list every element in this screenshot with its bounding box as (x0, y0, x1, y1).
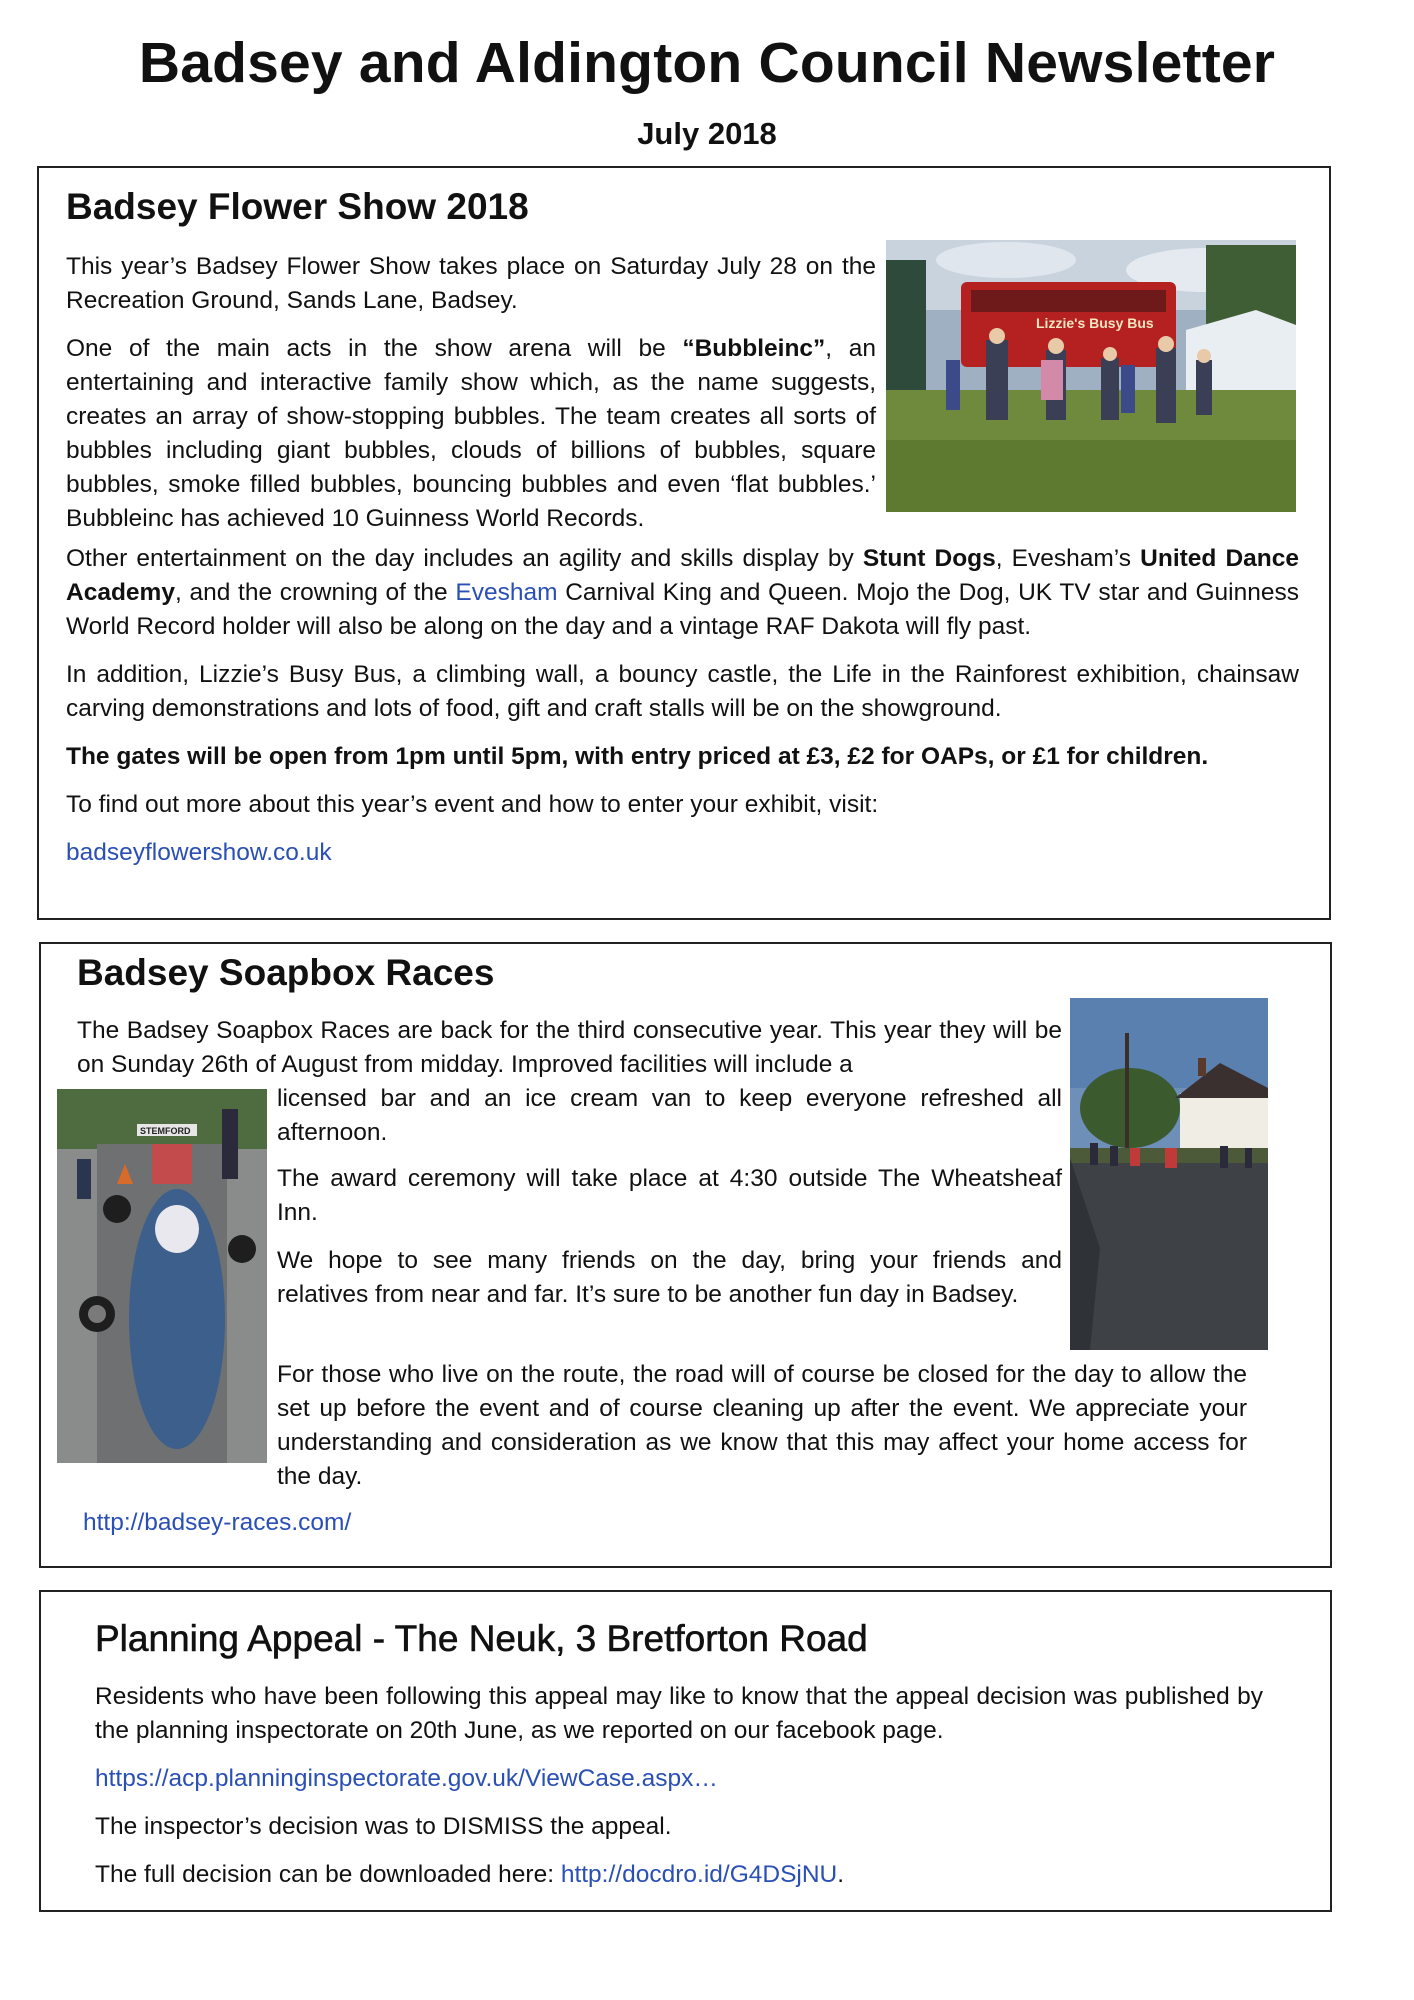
planning-appeal-para-3-end: . (837, 1861, 845, 1888)
bus-signage: Lizzie's Busy Bus (1036, 315, 1154, 331)
flower-show-para-4: In addition, Lizzie’s Busy Bus, a climbing wall, a bouncy castle, the Life in the Rainforest exhibition, chainsaw carving demonstrations and lots of food, gift and craft stalls will be on the showground. (66, 661, 1299, 722)
planning-appeal-section (39, 1590, 1332, 1912)
flower-show-para-2-text: One of the main acts in the show arena will be (66, 335, 683, 362)
soapbox-street-photo (1070, 998, 1268, 1350)
soapbox-para-3: We hope to see many friends on the day, bring your friends and relatives from near and far. It’s sure to be another fun day in Badsey. (277, 1247, 1062, 1308)
planning-inspectorate-link[interactable]: https://acp.planninginspectorate.gov.uk/ViewCase.aspx… (95, 1765, 718, 1792)
soapbox-para-2: The award ceremony will take place at 4:30 outside The Wheatsheaf Inn. (277, 1165, 1062, 1226)
photo-banner-text: STEMFORD (140, 1126, 191, 1136)
planning-appeal-para-3 (95, 1858, 1195, 1892)
flower-show-para-2-text-b: , an entertaining and interactive family show which, as the name suggests, creates an array of show-stopping bubbles. The team creates all sorts of bubbles including giant bubbles, clouds of billions of bubbles, square bubbles, smoke filled bubbles, bouncing bubbles and even ‘flat bubbles.’ Bubbleinc has achieved 10 Guinness World Records. (66, 335, 876, 532)
soapbox-para-1: The Badsey Soapbox Races are back for the third consecutive year. This year they will be on Sunday 26th of August from midday. Improved facilities will include a (77, 1017, 1062, 1078)
planning-appeal-para-1: Residents who have been following this appeal may like to know that the appeal decision was published by the planning inspectorate on 20th June, as we reported on our facebook page. (95, 1683, 1263, 1744)
planning-appeal-para-2: The inspector’s decision was to DISMISS the appeal. (95, 1813, 672, 1840)
decision-download-link[interactable]: http://docdro.id/G4DSjNU (560, 1861, 838, 1888)
flower-show-para-1: This year’s Badsey Flower Show takes place on Saturday July 28 on the Recreation Ground, Sands Lane, Badsey. (66, 253, 876, 314)
stunt-dogs-name: Stunt Dogs (862, 545, 996, 572)
planning-appeal-heading: Planning Appeal - The Neuk, 3 Bretforton Road (95, 1618, 868, 1659)
soapbox-heading: Badsey Soapbox Races (77, 952, 495, 993)
flower-show-website-link[interactable]: badseyflowershow.co.uk (66, 839, 332, 866)
flower-show-section (37, 166, 1331, 920)
united-dance-academy-name: United Dance Academy (66, 545, 1299, 606)
flower-show-heading: Badsey Flower Show 2018 (66, 186, 529, 227)
flower-show-para-3-text-b: , Evesham’s (995, 545, 1141, 572)
flower-show-para-2 (66, 332, 876, 536)
soapbox-website-link[interactable]: http://badsey-races.com/ (83, 1509, 352, 1536)
flower-show-para-3-text: Other entertainment on the day includes an agility and skills display by (66, 545, 863, 572)
newsletter-title: Badsey and Aldington Council Newsletter (138, 31, 1276, 95)
soapbox-section (39, 942, 1332, 1568)
flower-show-para-3 (66, 542, 1299, 644)
flower-show-para-3-text-d: Carnival King and Queen. Mojo the Dog, UK TV star and Guinness World Record holder will also be along on the day and a vintage RAF Dakota will fly past. (66, 579, 1299, 640)
soapbox-car-photo (57, 1089, 267, 1463)
soapbox-para-1-continued: licensed bar and an ice cream van to keep everyone refreshed all afternoon. (277, 1085, 1062, 1146)
planning-appeal-para-3-text: The full decision can be downloaded here: (95, 1861, 561, 1888)
soapbox-para-4: For those who live on the route, the road will of course be closed for the day to allow the set up before the event and of course cleaning up after the event. We appreciate your understanding and consideration as we know that this may affect your home access for the day. (277, 1361, 1247, 1490)
evesham-link[interactable]: Evesham (455, 579, 558, 606)
flower-show-photo (886, 240, 1296, 512)
flower-show-para-6: To find out more about this year’s event and how to enter your exhibit, visit: (66, 791, 879, 818)
flower-show-gates-info: The gates will be open from 1pm until 5pm, with entry priced at £3, £2 for OAPs, or £1 for children. (66, 743, 1209, 770)
flower-show-para-3-text-c: , and the crowning of the (174, 579, 456, 606)
newsletter-date: July 2018 (637, 116, 777, 151)
bubbleinc-name: “Bubbleinc” (682, 335, 826, 362)
